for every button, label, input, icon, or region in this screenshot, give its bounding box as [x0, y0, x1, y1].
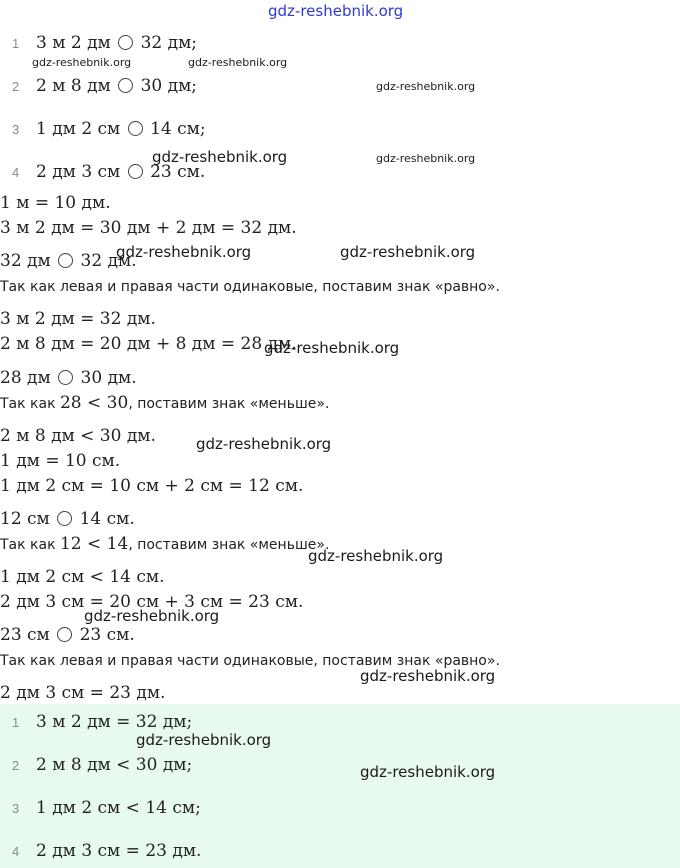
task-rhs: 30 дм;	[140, 76, 198, 96]
compare-circle	[118, 78, 133, 93]
text: Так как	[0, 537, 60, 553]
watermark: gdz-reshebnik.org	[360, 667, 496, 685]
task-item-2	[36, 76, 197, 96]
answer-item-2: 2 м 8 дм < 30 дм;	[36, 755, 193, 775]
task-lhs: 1 дм 2 см	[36, 119, 121, 139]
compare-circle	[128, 164, 143, 179]
solution-text	[0, 534, 329, 555]
lhs: 12 см	[0, 509, 50, 529]
inequality: 12 < 14	[59, 534, 129, 554]
task-lhs: 2 дм 3 см	[36, 162, 121, 182]
watermark: gdz-reshebnik.org	[84, 607, 220, 625]
solution-line: 1 м = 10 дм.	[0, 193, 111, 213]
watermark: gdz-reshebnik.org	[264, 339, 400, 357]
watermark: gdz-reshebnik.org	[308, 547, 444, 565]
watermark: gdz-reshebnik.org	[376, 80, 476, 93]
watermark: gdz-reshebnik.org	[116, 243, 252, 261]
watermark: gdz-reshebnik.org	[196, 435, 332, 453]
watermark: gdz-reshebnik.org	[376, 152, 476, 165]
text: , поставим знак «меньше».	[128, 537, 330, 553]
watermark: gdz-reshebnik.org	[152, 148, 288, 166]
task-number-2: 2	[12, 79, 20, 94]
solution-line: 2 дм 3 см = 23 дм.	[0, 683, 166, 703]
solution-text	[0, 393, 329, 414]
solution-line	[0, 625, 135, 645]
answer-number-4: 4	[12, 844, 20, 859]
compare-circle	[57, 511, 72, 526]
lhs: 32 дм	[0, 251, 51, 271]
rhs: 30 дм.	[80, 368, 137, 388]
task-number-1: 1	[12, 36, 20, 51]
answer-item-4: 2 дм 3 см = 23 дм.	[36, 841, 202, 861]
answer-number-3: 3	[12, 801, 20, 816]
answer-item-3: 1 дм 2 см < 14 см;	[36, 798, 201, 818]
solution-text: Так как левая и правая части одинаковые, поставим знак «равно».	[0, 279, 500, 295]
solution-line: 3 м 2 дм = 30 дм + 2 дм = 32 дм.	[0, 218, 297, 238]
watermark-top: gdz-reshebnik.org	[268, 2, 404, 20]
lhs: 28 дм	[0, 368, 51, 388]
task-rhs: 32 дм;	[140, 33, 198, 53]
watermark: gdz-reshebnik.org	[136, 731, 272, 749]
task-item-1	[36, 33, 197, 53]
watermark: gdz-reshebnik.org	[32, 56, 132, 69]
answer-number-2: 2	[12, 758, 20, 773]
rhs: 23 см.	[79, 625, 135, 645]
compare-circle	[57, 627, 72, 642]
solution-line	[0, 368, 137, 388]
answer-item-1: 3 м 2 дм = 32 дм;	[36, 712, 193, 732]
task-lhs: 3 м 2 дм	[36, 33, 111, 53]
rhs: 32 дм.	[80, 251, 137, 271]
solution-line: 1 дм 2 см = 10 см + 2 см = 12 см.	[0, 476, 304, 496]
text: , поставим знак «меньше».	[128, 396, 330, 412]
solution-line: 3 м 2 дм = 32 дм.	[0, 309, 156, 329]
inequality: 28 < 30	[59, 393, 129, 413]
task-rhs: 14 см;	[150, 119, 206, 139]
task-number-3: 3	[12, 122, 20, 137]
compare-circle	[58, 370, 73, 385]
text: Так как	[0, 396, 60, 412]
answer-number-1: 1	[12, 715, 20, 730]
task-number-4: 4	[12, 165, 20, 180]
compare-circle	[128, 121, 143, 136]
solution-line: 2 м 8 дм < 30 дм.	[0, 426, 156, 446]
rhs: 14 см.	[79, 509, 135, 529]
task-item-3	[36, 119, 206, 139]
watermark: gdz-reshebnik.org	[188, 56, 288, 69]
solution-line	[0, 509, 135, 529]
solution-line: 1 дм = 10 см.	[0, 451, 121, 471]
solution-text: Так как левая и правая части одинаковые, поставим знак «равно».	[0, 653, 500, 669]
compare-circle	[58, 253, 73, 268]
watermark: gdz-reshebnik.org	[340, 243, 476, 261]
solution-line: 1 дм 2 см < 14 см.	[0, 567, 165, 587]
watermark: gdz-reshebnik.org	[360, 763, 496, 781]
task-rhs: 23 см.	[150, 162, 206, 182]
compare-circle	[118, 35, 133, 50]
solution-line: 2 дм 3 см = 20 см + 3 см = 23 см.	[0, 592, 304, 612]
lhs: 23 см	[0, 625, 50, 645]
task-lhs: 2 м 8 дм	[36, 76, 111, 96]
solution-line: 2 м 8 дм = 20 дм + 8 дм = 28 дм.	[0, 334, 297, 354]
